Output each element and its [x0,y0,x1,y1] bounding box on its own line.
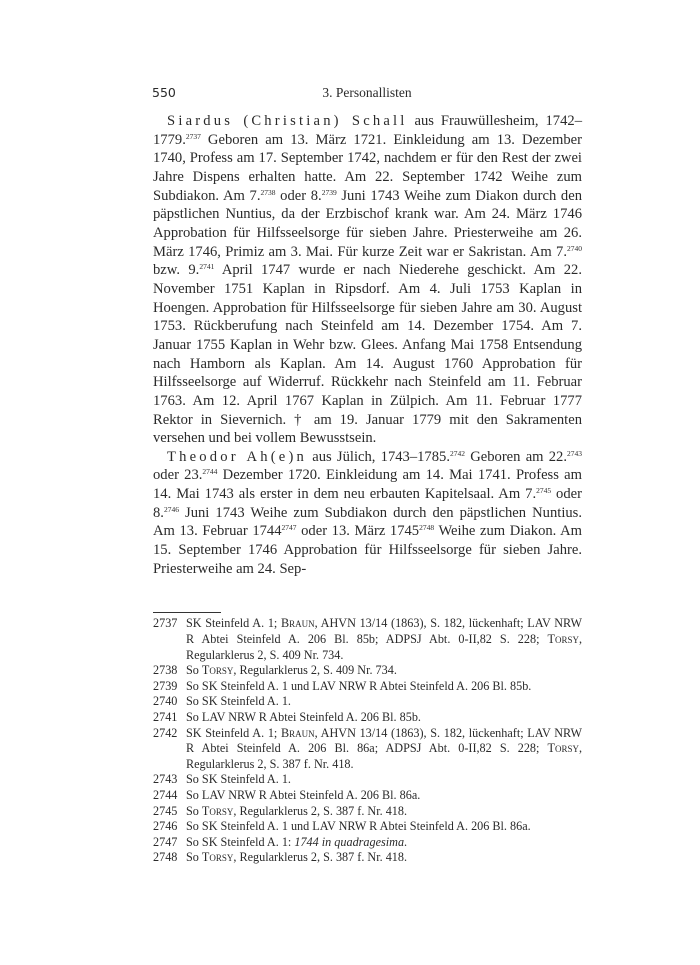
origin: aus Frauwüllesheim, 1742–1779. [153,113,582,148]
text: Weihe zum Diakon. Am 15. September 1746 Approbation für Hilfsseelsorge für sieben Jahre. Priesterweihe am 24. Sep- [153,523,583,577]
running-title: 3. Personallisten [322,85,412,100]
footnote-ref[interactable]: 2745 [536,486,552,496]
text: Juni 1743 Weihe zum Diakon durch den päpstlichen Nuntius, da der Erzbischof krank war. Am 24. März 1746 Approbation für Hilfsseelsorge für sieben Jahre. Priesterweihe am 26. März 1746, Primiz am 3. Mai. Für kurze Zeit war er Sakristan. Am 7. [153,187,582,260]
footnote [153,710,582,726]
footnote-separator [153,612,221,613]
footnote-number: 2738 [153,663,178,678]
footnote-text: SK Steinfeld A. 1; Braun, AHVN 13/14 (1863), S. 182, lückenhaft; LAV NRW R Abtei Steinfeld A. 206 Bl. 86a; ADPSJ Abt. 0-II,82 S. 228; Torsy, Regularklerus 2, S. 387 f. Nr. 418. [186,725,582,771]
footnote-ref[interactable]: 2746 [163,504,179,514]
text: oder 13. März 1745 [296,523,420,540]
footnote [153,835,582,851]
page-number: 550 [152,85,176,100]
footnote-ref[interactable]: 2742 [449,448,465,458]
footnote-ref[interactable]: 2741 [199,262,215,272]
text: oder 8. [275,187,322,204]
footnote-text: So SK Steinfeld A. 1 und LAV NRW R Abtei Steinfeld A. 206 Bl. 86a. [186,819,531,834]
footnote [153,663,582,679]
footnote-number: 2739 [153,678,178,693]
text: Dezember 1720. Einkleidung am 14. Mai 1741. Profess am 14. Mai 1743 als erster in dem neu erbauten Kapitelsaal. Am 7. [153,467,582,503]
person-name: Theodor Ah(e)n [167,448,307,465]
footnote-number: 2745 [153,803,178,818]
footnote-ref[interactable]: 2744 [202,467,218,477]
footnote [153,679,582,695]
footnote-text: So LAV NRW R Abtei Steinfeld A. 206 Bl. 86a. [186,787,421,802]
entry-ahen [153,448,582,579]
text: Juni 1743 Weihe zum Subdiakon durch den päpstlichen Nuntius. Am 13. Februar 1744 [153,504,582,540]
footnote-number: 2748 [153,850,178,865]
footnote-text: So SK Steinfeld A. 1: 1744 in quadragesima. [186,834,408,849]
footnote-number: 2737 [153,616,178,631]
footnote [153,788,582,804]
text: Geboren am 13. März 1721. Einkleidung am 13. Dezember 1740, Profess am 17. September 1742, nachdem er für den Rest der zwei Jahre Dispens erhalten hatte. Am 22. September 1742 Weihe zum Subdiakon. Am 7. [153,131,582,204]
text: Geboren am 22. [464,448,567,465]
footnote-ref[interactable]: 2737 [185,131,201,141]
footnote-number: 2741 [153,709,178,724]
footnote-number: 2746 [153,819,178,834]
footnote-ref[interactable]: 2743 [567,448,582,458]
page-header [152,84,582,104]
footnote-text: So SK Steinfeld A. 1 und LAV NRW R Abtei Steinfeld A. 206 Bl. 85b. [186,678,532,693]
footnote [153,850,582,866]
footnote-text: SK Steinfeld A. 1; Braun, AHVN 13/14 (1863), S. 182, lückenhaft; LAV NRW R Abtei Steinfeld A. 206 Bl. 85b; ADPSJ Abt. 0-II,82 S. 228; Torsy, Regularklerus 2, S. 409 Nr. 734. [186,616,582,662]
footnote [153,694,582,710]
text: oder 23. [153,467,203,484]
text: bzw. 9. [153,262,200,279]
footnote-text: So Torsy, Regularklerus 2, S. 387 f. Nr. 418. [186,850,408,865]
footnote-number: 2744 [153,787,178,802]
footnote-text: So SK Steinfeld A. 1. [186,694,291,709]
footnote-text: So Torsy, Regularklerus 2, S. 409 Nr. 734. [186,663,397,678]
footnote-ref[interactable]: 2739 [321,187,337,197]
entry-schall [153,112,582,448]
footnote-ref[interactable]: 2748 [419,523,435,533]
footnote-number: 2742 [153,725,178,740]
footnote-text: So LAV NRW R Abtei Steinfeld A. 206 Bl. 85b. [186,709,421,724]
footnote-ref[interactable]: 2738 [260,187,276,197]
footnote [153,726,582,773]
footnote-ref[interactable]: 2747 [281,523,297,533]
body-text [152,112,582,578]
footnote [153,772,582,788]
text: oder 8. [153,486,582,521]
footnotes [152,616,582,866]
footnote-text: So Torsy, Regularklerus 2, S. 387 f. Nr. 418. [186,803,408,818]
footnote-number: 2747 [153,834,178,849]
footnote [153,616,582,663]
footnote-text: So SK Steinfeld A. 1. [186,772,291,787]
footnote [153,819,582,835]
footnote-number: 2740 [153,694,178,709]
footnote-number: 2743 [153,772,178,787]
footnote-ref[interactable]: 2740 [567,243,582,253]
footnote [153,804,582,820]
origin: aus Jülich, 1743–1785. [307,448,450,465]
text: April 1747 wurde er nach Niederehe geschickt. Am 22. November 1751 Kaplan in Ripsdorf. Am 4. Juli 1753 Kaplan in Hoengen. Approbation für Hilfsseelsorge für sieben Jahre am 30. August 1753. Rückberufung nach Steinfeld am 14. Dezember 1754. Am 7. Januar 1755 Kaplan in Wehr bzw. Glees. Anfang Mai 1758 Entsendung nach Hamborn als Kaplan. Am 14. August 1760 Approbation für Hilfsseelsorge auf Widerruf. Rückkehr nach Steinfeld am 11. Februar 1763. Am 12. April 1767 Kaplan in Zülpich. Am 11. Februar 1777 Rektor in Sievernich. † am 19. Januar 1779 mit den Sakramenten versehen und bei vollem Bewusstsein. [153,262,582,447]
person-name: Siardus (Christian) Schall [167,113,408,129]
